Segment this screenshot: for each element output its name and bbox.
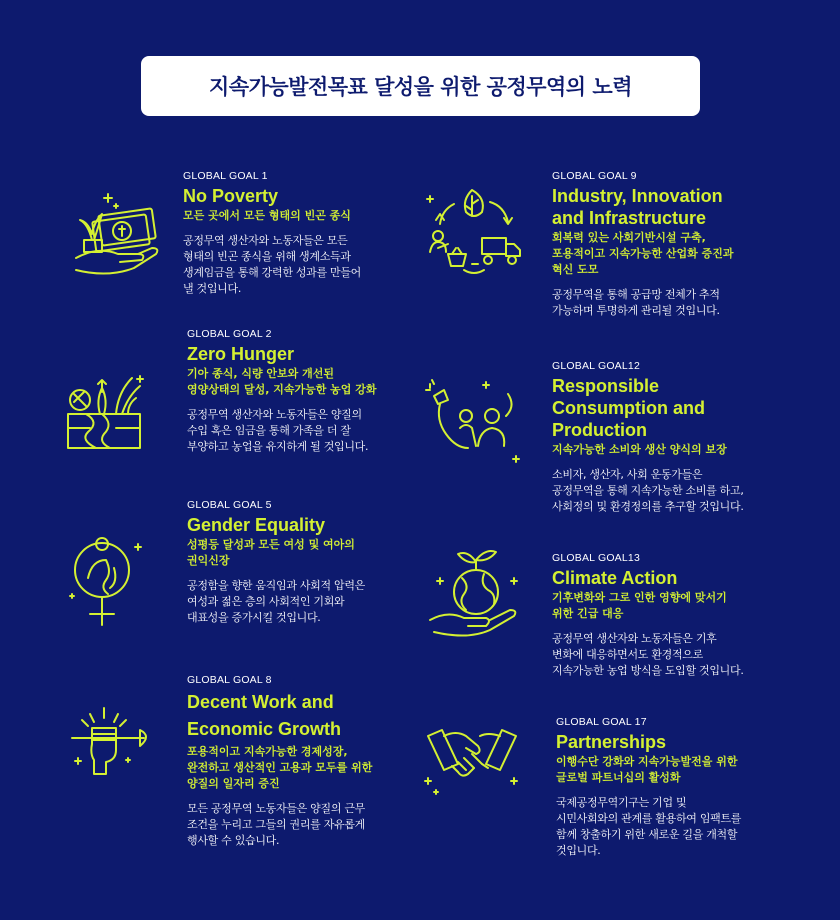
- goal-label: GLOBAL GOAL 1: [183, 170, 268, 182]
- goal-label: GLOBAL GOAL12: [552, 360, 641, 372]
- goal-card-12: [552, 360, 802, 515]
- page-title-banner: [141, 56, 700, 116]
- female-symbol-icon: [66, 538, 146, 630]
- goal-name: Decent Work and Economic Growth: [187, 692, 342, 739]
- money-hand-plant-icon: [68, 188, 168, 278]
- goal-name: Industry, Innovation and Infrastructure: [552, 186, 723, 228]
- goal-card-17: [556, 716, 806, 859]
- goal-description: 공정무역 생산자와 노동자들은 기후 변화에 대응하면서도 환경적으로 지속가능한 농업 방식을 도입할 것입니다.: [552, 632, 744, 677]
- goal-subtitle: 회복력 있는 사회기반시설 구축, 포용적이고 지속가능한 산업화 증진과 혁신 도모: [552, 231, 734, 276]
- handshake-icon: [422, 722, 522, 796]
- goal-card-13: [552, 552, 802, 679]
- goal-name: Climate Action: [552, 568, 678, 588]
- fist-shovel-icon: [66, 706, 156, 776]
- goal-description: 공정무역 생산자와 노동자들은 모든 형태의 빈곤 종식을 위해 생계소득과 생계임금을 통해 강력한 성과를 만들어 낼 것입니다.: [183, 234, 362, 295]
- goal-description: 모든 공정무역 노동자들은 양질의 근무 조건을 누리고 그들의 권리를 자유롭게 행사할 수 있습니다.: [187, 802, 366, 847]
- goal-subtitle: 포용적이고 지속가능한 경제성장, 완전하고 생산적인 고용과 모두를 위한 양질의 일자리 증진: [187, 745, 373, 790]
- goal-label: GLOBAL GOAL 5: [187, 499, 272, 511]
- goal-name: Gender Equality: [187, 515, 326, 535]
- goal-subtitle: 모든 곳에서 모든 형태의 빈곤 종식: [183, 209, 351, 222]
- goal-name: Responsible Consumption and Production: [552, 376, 705, 440]
- goal-subtitle: 이행수단 강화와 지속가능발전을 위한 글로벌 파트너십의 활성화: [556, 755, 738, 784]
- goal-description: 공정무역을 통해 공급망 전체가 추적 가능하며 투명하게 관리될 것입니다.: [552, 288, 720, 317]
- goal-name: No Poverty: [183, 186, 279, 206]
- supply-chain-cycle-icon: [424, 186, 524, 278]
- goal-label: GLOBAL GOAL13: [552, 552, 641, 564]
- people-megaphone-icon: [426, 376, 522, 462]
- farm-crops-icon: [66, 372, 146, 452]
- goal-name: Zero Hunger: [187, 344, 295, 364]
- goal-label: GLOBAL GOAL 8: [187, 674, 272, 686]
- goal-description: 국제공정무역기구는 기업 및 시민사회와의 관계를 활용하여 임팩트를 함께 창출하기 위한 새로운 길을 개척할 것입니다.: [556, 796, 742, 857]
- goal-card-9: [552, 170, 792, 319]
- goal-description: 공정무역 생산자와 노동자들은 양질의 수입 혹은 임금을 통해 가족을 더 잘 부양하고 농업을 유지하게 될 것입니다.: [187, 408, 369, 453]
- goal-card-8: [187, 674, 422, 849]
- goal-subtitle: 지속가능한 소비와 생산 양식의 보장: [552, 443, 727, 456]
- goal-label: GLOBAL GOAL 2: [187, 328, 272, 340]
- goal-card-2: [187, 328, 417, 455]
- goal-card-5: [187, 499, 417, 626]
- goal-label: GLOBAL GOAL 17: [556, 716, 647, 728]
- hand-earth-sprout-icon: [428, 548, 520, 642]
- page-title: 지속가능발전목표 달성을 위한 공정무역의 노력: [209, 75, 632, 99]
- goal-subtitle: 기후변화와 그로 인한 영향에 맞서기 위한 긴급 대응: [552, 591, 727, 620]
- goal-subtitle: 기아 종식, 식량 안보와 개선된 영양상태의 달성, 지속가능한 농업 강화: [187, 367, 377, 396]
- goal-card-1: [183, 170, 413, 297]
- goal-description: 공정함을 향한 움직임과 사회적 압력은 여성과 젊은 층의 사회적인 기회와 대표성을 증가시킬 것입니다.: [187, 579, 366, 624]
- goal-subtitle: 성평등 달성과 모든 여성 및 여아의 권익신장: [187, 538, 355, 567]
- goal-description: 소비자, 생산자, 사회 운동가들은 공정무역을 통해 지속가능한 소비를 하고, 사회정의 및 환경정의를 추구할 것입니다.: [552, 468, 744, 513]
- goal-name: Partnerships: [556, 732, 667, 752]
- goal-label: GLOBAL GOAL 9: [552, 170, 637, 182]
